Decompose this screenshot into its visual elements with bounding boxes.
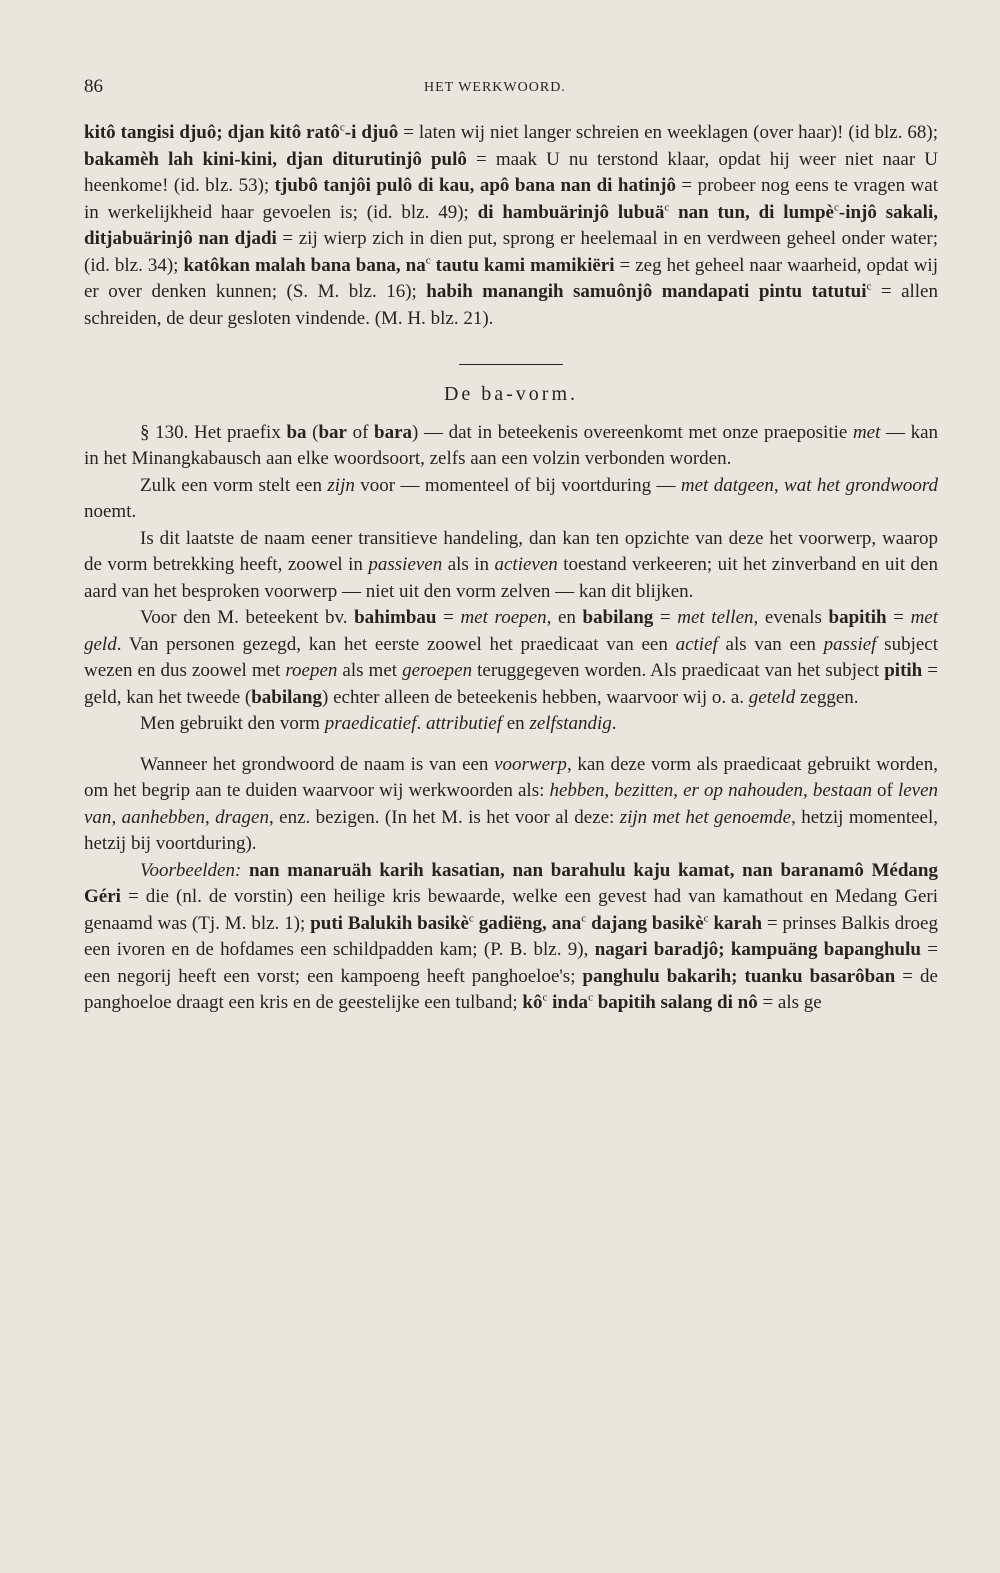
- vernacular-term: kô: [522, 992, 543, 1013]
- text-run: als in: [442, 554, 495, 575]
- emphasis-term: hebben: [549, 780, 605, 801]
- vernacular-term: tautu kami mamikiëri: [430, 254, 615, 276]
- superscript-mark: c: [425, 254, 431, 267]
- text-run: ,: [673, 780, 684, 801]
- vernacular-term: bar: [318, 421, 347, 443]
- text-run: Wanneer het grondwoord de naam is van een: [140, 753, 495, 775]
- paragraph-men: [84, 711, 938, 738]
- vernacular-term: panghulu bakarih; tuanku basarôban: [582, 965, 896, 987]
- emphasis-term: met tellen: [677, 607, 754, 628]
- vernacular-term: bapitih salang di nô: [592, 992, 758, 1013]
- text-run: , enz. bezigen. (In het M. is het voor al deze:: [268, 806, 620, 828]
- text-run: = zij wierp zich in dien put, sprong er heelemaal in en verdween geheel onder water; (id. blz. 34);: [84, 228, 938, 276]
- emphasis-term: aanhebben: [121, 806, 205, 828]
- text-run: .: [416, 713, 426, 734]
- text-run: ,: [111, 806, 122, 828]
- vernacular-term: nan manaruäh karih kasatian, nan barahulu kaju kamat, nan baranamô Médang Géri: [84, 859, 939, 907]
- emphasis-term: passief: [823, 633, 877, 655]
- emphasis-term: praedicatief: [324, 713, 417, 734]
- text-run: Zulk een vorm stelt een: [140, 474, 328, 496]
- emphasis-term: met geld: [84, 607, 938, 655]
- emphasis-term: zelfstandig: [529, 713, 612, 734]
- text-run: , kan deze vorm als praedicaat gebruikt worden, om het begrip aan te duiden waarvoor wij werkwoorden als:: [84, 753, 938, 801]
- page-header: [84, 78, 938, 100]
- text-run: = prinses Balkis droeg een ivoren en de hofdames een schildpadden kam; (P. B. blz. 9),: [84, 912, 938, 960]
- paragraph-spacer: [84, 738, 938, 752]
- vernacular-term: kitô tangisi djuô; djan kitô ratô: [84, 122, 340, 143]
- vernacular-term: babilang: [582, 607, 654, 628]
- text-run: als van een: [717, 633, 824, 655]
- vernacular-term: tjubô tanjôi pulô di kau, apô bana nan di hatinjô: [274, 175, 676, 196]
- paragraph-voor-den: [84, 605, 938, 711]
- vernacular-term: dajang basikè: [586, 912, 704, 934]
- text-run: = zeg het geheel naar waarheid, opdat wij er over denken kunnen; (S. M. blz. 16);: [84, 254, 938, 302]
- text-run: voor — momenteel of bij voortduring —: [354, 474, 681, 496]
- vernacular-term: puti Balukih basikè: [310, 912, 469, 934]
- superscript-mark: c: [468, 912, 474, 925]
- emphasis-term: leven van: [84, 780, 939, 828]
- superscript-mark: c: [664, 201, 670, 214]
- emphasis-term: er op nahouden: [683, 780, 804, 801]
- vernacular-term: nagari baradjô; kampuäng bapanghulu: [594, 939, 921, 960]
- text-run: , evenals: [753, 607, 829, 628]
- vernacular-term: babilang: [251, 686, 322, 708]
- vernacular-term: ba: [286, 421, 307, 443]
- vernacular-term: bakamèh lah kini-kini, djan diturutinjô pulô: [84, 148, 467, 170]
- vernacular-term: di hambuärinjô lubuä: [477, 201, 665, 223]
- vernacular-term: pitih: [884, 660, 923, 681]
- emphasis-term: bestaan: [812, 780, 872, 801]
- text-run: noemt.: [84, 501, 137, 522]
- vernacular-term: karah: [708, 912, 763, 934]
- vernacular-term: -i djuô: [344, 122, 399, 143]
- text-run: ,: [604, 780, 615, 801]
- paragraph-wanneer: [84, 752, 938, 858]
- paragraph-is-dit: [84, 526, 938, 606]
- text-run: (: [306, 421, 319, 443]
- text-run: teruggegeven worden. Als praedicaat van het subject: [472, 660, 885, 681]
- running-title: HET WERKWOORD.: [424, 80, 566, 95]
- emphasis-term: met roepen: [460, 607, 547, 628]
- vernacular-term: bara: [374, 421, 413, 443]
- text-run: = die (nl. de vorstin) een heilige kris bewaarde, welke een gevest had van kamathout en Medang Geri genaamd was (Tj. M. blz. 1);: [84, 886, 938, 934]
- vernacular-term: gadiëng, ana: [473, 912, 582, 934]
- paragraph-continuation: [84, 120, 938, 332]
- vernacular-term: inda: [547, 992, 589, 1013]
- paragraph-zulk: [84, 473, 938, 526]
- text-run: of: [871, 780, 898, 801]
- text-run: = allen schreiden, de deur gesloten vindende. (M. H. blz. 21).: [84, 281, 938, 329]
- emphasis-term: geroepen: [402, 660, 473, 681]
- emphasis-term: wat het grondwoord: [784, 474, 939, 496]
- text-run: =: [436, 607, 461, 628]
- text-run: als met: [337, 660, 403, 681]
- text-run: Men gebruikt den vorm: [140, 713, 325, 734]
- text-run: =: [886, 607, 911, 628]
- emphasis-term: Voorbeelden:: [140, 859, 242, 881]
- vernacular-term: nan tun, di lumpè: [669, 201, 834, 223]
- emphasis-term: dragen: [215, 806, 269, 828]
- text-run: , en: [546, 607, 583, 628]
- emphasis-term: geteld: [748, 686, 796, 708]
- superscript-mark: c: [339, 121, 345, 134]
- text-run: [241, 860, 249, 881]
- vernacular-term: -injô sakali, ditjabuärinjô nan djadi: [84, 201, 938, 249]
- section-rule: [459, 364, 563, 365]
- emphasis-term: actieven: [494, 554, 558, 575]
- superscript-mark: c: [542, 991, 548, 1004]
- vernacular-term: habih manangih samuônjô mandapati pintu tatutui: [426, 281, 867, 302]
- page-body: [84, 120, 938, 1017]
- superscript-mark: c: [833, 201, 839, 214]
- text-run: of: [346, 421, 375, 443]
- emphasis-term: met: [852, 421, 881, 443]
- text-run: § 130. Het praefix: [140, 421, 287, 443]
- page-number: 86: [84, 76, 103, 97]
- emphasis-term: passieven: [368, 554, 443, 575]
- text-run: = maak U nu terstond klaar, opdat hij weer niet naar U heenkome! (id. blz. 53);: [84, 148, 938, 196]
- text-run: — kan in het Minangkabausch aan elke woordsoort, zelfs aan een volzin verbonden worden.: [84, 421, 939, 469]
- text-run: =: [653, 607, 678, 628]
- vernacular-term: bapitih: [828, 607, 887, 628]
- text-run: = de panghoeloe draagt een kris en de geestelijke een tulband;: [84, 965, 938, 1013]
- text-run: , hetzij momenteel, hetzij bij voortduring).: [84, 806, 939, 854]
- superscript-mark: c: [866, 280, 872, 293]
- text-run: = als ge: [757, 992, 822, 1013]
- superscript-mark: c: [581, 912, 587, 925]
- text-run: ) — dat in beteekenis overeenkomt met onze praepositie: [412, 421, 853, 443]
- text-run: ,: [803, 780, 813, 801]
- text-run: Voor den M. beteekent bv.: [140, 607, 355, 628]
- vernacular-term: katôkan malah bana bana, na: [183, 254, 426, 276]
- text-run: en: [502, 713, 530, 734]
- text-run: = probeer nog eens te vragen wat in werkelijkheid haar gevoelen is; (id. blz. 49);: [84, 175, 938, 223]
- emphasis-term: actief: [675, 633, 718, 655]
- emphasis-term: met datgeen: [680, 474, 774, 496]
- emphasis-term: roepen: [285, 660, 338, 681]
- emphasis-term: attributief: [426, 713, 502, 734]
- text-run: ,: [204, 806, 216, 828]
- text-run: Is dit laatste de naam eener transitieve handeling, dan kan ten opzichte van deze het voorwerp, waarop de vorm betrekking heeft, zoowel in: [84, 527, 938, 575]
- emphasis-term: bezitten: [614, 780, 674, 801]
- superscript-mark: c: [703, 912, 709, 925]
- section-heading: De ba-vorm.: [443, 383, 579, 405]
- vernacular-term: bahimbau: [354, 607, 437, 628]
- paragraph-section-130: [84, 420, 938, 473]
- paragraph-voorbeelden: [84, 858, 938, 1017]
- superscript-mark: c: [588, 991, 593, 1004]
- text-run: subject wezen en dus zoowel met: [84, 633, 938, 681]
- text-run: = een negorij heeft een vorst; een kampoeng heeft panghoeloe's;: [84, 939, 938, 987]
- text-run: ) echter alleen de beteekenis hebben, waarvoor wij o. a.: [322, 686, 749, 708]
- text-run: toestand verkeeren; uit het zinverband en uit den aard van het besproken voorwerp — niet uit den vorm zelven — kan dit blijken.: [84, 554, 938, 602]
- text-run: ,: [773, 474, 785, 496]
- text-run: zeggen.: [795, 686, 859, 708]
- text-run: . Van personen gezegd, kan het eerste zoowel het praedicaat van een: [116, 633, 676, 655]
- text-run: = laten wij niet langer schreien en weeklagen (over haar)! (id blz. 68);: [398, 122, 938, 143]
- emphasis-term: voorwerp: [494, 753, 567, 775]
- text-run: .: [611, 713, 617, 734]
- text-run: = geld, kan het tweede (: [84, 660, 938, 708]
- emphasis-term: zijn met het genoemde: [619, 806, 792, 828]
- emphasis-term: zijn: [327, 474, 355, 496]
